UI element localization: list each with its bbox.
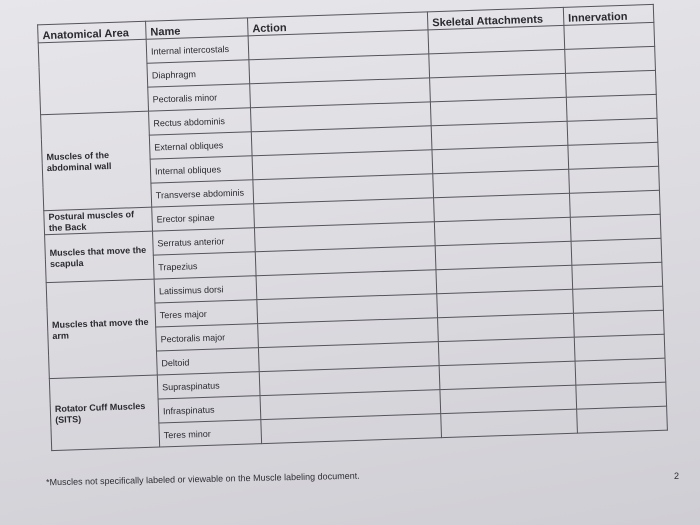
muscle-name-cell: Deltoid [156,348,259,375]
innervation-cell[interactable] [573,286,664,313]
innervation-cell[interactable] [564,22,655,49]
innervation-cell[interactable] [570,214,661,241]
muscle-name-cell: Latissimus dorsi [154,276,257,303]
muscle-name-cell: External obliques [149,132,252,159]
column-header: Name [146,18,249,39]
muscle-name-cell: Diaphragm [147,60,250,87]
innervation-cell[interactable] [576,382,667,409]
innervation-cell[interactable] [574,334,665,361]
action-cell[interactable] [261,414,442,444]
muscle-table [37,4,668,451]
innervation-cell[interactable] [569,190,660,217]
innervation-cell[interactable] [567,118,658,145]
muscle-name-cell: Teres minor [159,420,262,447]
muscle-name-cell: Serratus anterior [153,228,256,255]
muscle-name-cell: Rectus abdominis [149,108,252,135]
innervation-cell[interactable] [569,166,660,193]
skeletal-attachments-cell[interactable] [441,409,578,437]
innervation-cell[interactable] [571,238,662,265]
column-header: Skeletal Attachments [427,7,564,29]
muscle-name-cell: Pectoralis major [156,324,259,351]
muscle-name-cell: Erector spinae [152,204,255,231]
muscle-name-cell: Teres major [155,300,258,327]
table-body [38,22,667,450]
muscle-name-cell: Pectoralis minor [148,84,251,111]
innervation-cell[interactable] [565,46,656,73]
innervation-cell[interactable] [573,310,664,337]
muscle-name-cell: Supraspinatus [157,372,260,399]
innervation-cell[interactable] [577,406,668,433]
innervation-cell[interactable] [572,262,663,289]
muscle-name-cell: Internal obliques [150,156,253,183]
innervation-cell[interactable] [566,94,657,121]
column-header: Anatomical Area [38,21,147,43]
footnote: *Muscles not specifically labeled or viewable on the Muscle labeling document. [45,470,360,488]
innervation-cell[interactable] [568,142,659,169]
muscle-name-cell: Internal intercostals [146,36,249,63]
anatomical-area-cell: Muscles that move the arm [46,279,157,379]
anatomical-area-cell: Muscles of the abdominal wall [41,111,152,211]
anatomical-area-cell: Muscles that move the scapula [45,231,155,283]
muscle-table-wrapper [37,4,667,451]
muscle-name-cell: Infraspinatus [158,396,261,423]
column-header: Innervation [563,4,654,25]
column-header: Action [247,12,427,36]
muscle-name-cell: Trapezius [153,252,256,279]
anatomical-area-cell [38,39,148,115]
innervation-cell[interactable] [566,70,657,97]
anatomical-area-cell: Rotator Cuff Muscles (SITS) [49,375,159,451]
page-number: 2 [674,471,680,481]
anatomical-area-cell: Postural muscles of the Back [44,207,153,235]
muscle-name-cell: Transverse abdominis [151,180,254,207]
innervation-cell[interactable] [575,358,666,385]
